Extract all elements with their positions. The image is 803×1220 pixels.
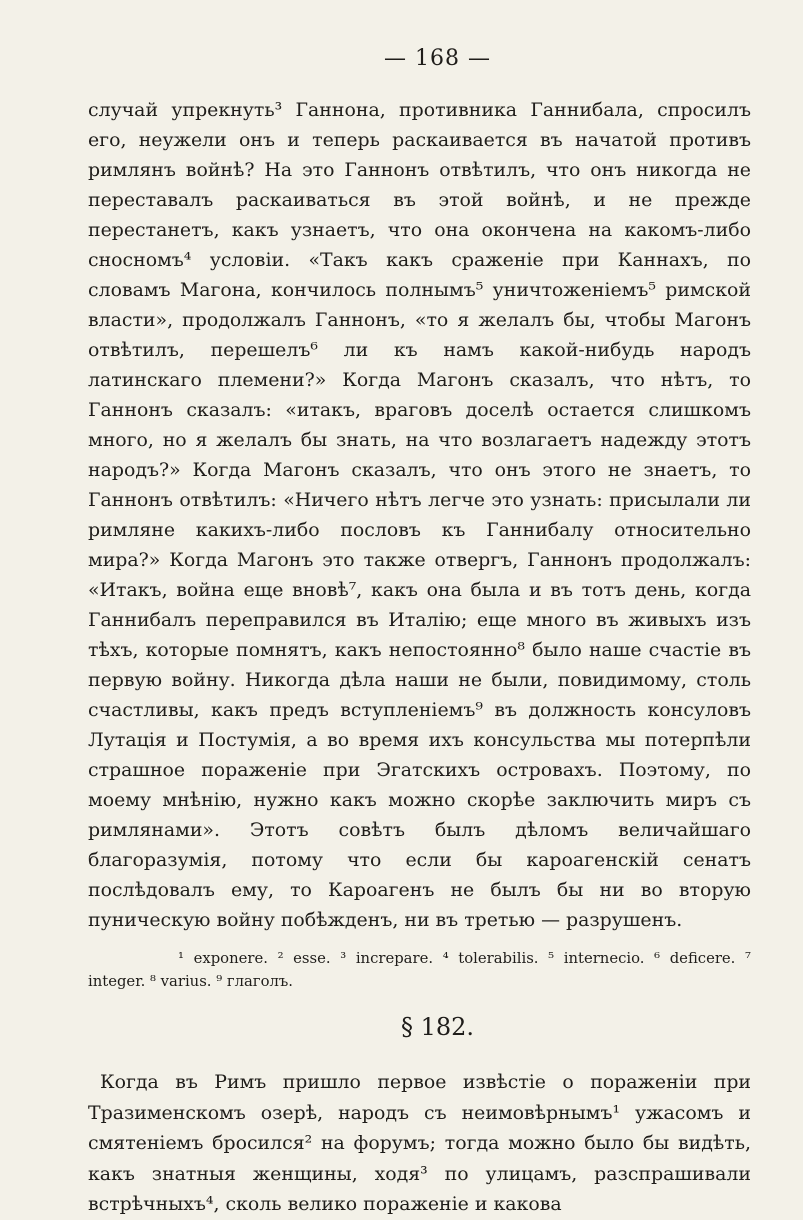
section-paragraph: Когда въ Римъ пришло первое извѣстіе о пораженіи при Тразименскомъ озерѣ, народъ съ неимовѣрнымъ¹ ужасомъ и смятеніемъ бросился² на форумъ; тогда можно было бы видѣть, какъ знатныя женщины, ходя³ по улицамъ, разспрашивали встрѣчныхъ⁴, сколь велико пораженіе и какова (88, 1071, 751, 1216)
main-paragraph: случай упрекнуть³ Ганнона, противника Ганнибала, спросилъ его, неужели онъ и теперь раскаивается въ начатой противъ римлянъ войнѣ? На это Ганнонъ отвѣтилъ, что онъ никогда не переставалъ раскаиваться въ этой войнѣ, и не прежде перестанетъ, какъ узнаетъ, что она окончена на какомъ-либо сносномъ⁴ условіи. «Такъ какъ сраженіе при Каннахъ, по словамъ Магона, кончилось полнымъ⁵ уничтоженіемъ⁵ римской власти», продолжалъ Ганнонъ, «то я желалъ бы, чтобы Магонъ отвѣтилъ, перешелъ⁶ ли къ намъ какой-нибудь народъ латинскаго племени?» Когда Магонъ сказалъ, что нѣтъ, то Ганнонъ сказалъ: «итакъ, враговъ доселѣ остается слишкомъ много, но я желалъ бы знать, на что возлагаетъ надежду этотъ народъ?» Когда Магонъ сказалъ, что онъ этого не знаетъ, то Ганнонъ отвѣтилъ: «Ничего нѣтъ легче это узнать: присылали ли римляне какихъ-либо пословъ къ Ганнибалу относительно мира?» Когда Магонъ это также отвергъ, Ганнонъ продолжалъ: «Итакъ, война еще вновѣ⁷, какъ она была и въ тотъ день, когда Ганнибалъ переправился въ Италію; еще много въ живыхъ изъ тѣхъ, которые помнятъ, какъ непостоянно⁸ было наше счастіе въ первую войну. Никогда дѣла наши не были, повидимому, столь счастливы, какъ предъ вступленіемъ⁹ въ должность консуловъ Лутація и Постумія, а во время ихъ консульства мы потерпѣли страшное пораженіе при Эгатскихъ островахъ. Поэтому, по моему мнѣнію, нужно какъ можно скорѣе заключить миръ съ римлянами». Этотъ совѣтъ былъ дѣломъ величайшаго благоразумія, потому что если бы кароагенскій сенатъ послѣдовалъ ему, то Кароагенъ не былъ бы ни во вторую пуническую войну побѣжденъ, ни въ третью — разрушенъ. (88, 99, 751, 931)
section-heading: § 182. (400, 1013, 475, 1041)
footnotes: ¹ exponere. ² esse. ³ increpare. ⁴ tolerabilis. ⁵ internecio. ⁶ deficere. ⁷ integer. ⁸ varius. ⁹ глаголъ. (88, 950, 751, 990)
page-number: — 168 — (384, 46, 491, 71)
